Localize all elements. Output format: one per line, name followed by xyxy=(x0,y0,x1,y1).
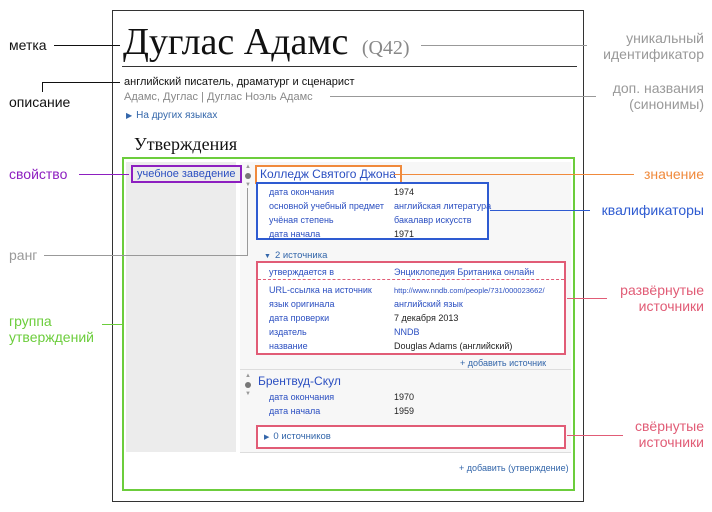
title-rule xyxy=(122,66,577,67)
claim-value-link[interactable]: Брентвуд-Скул xyxy=(258,374,341,388)
add-source-link[interactable]: + добавить источник xyxy=(460,358,547,368)
add-claim-link[interactable]: + добавить (утверждение) xyxy=(459,463,569,473)
annotation-rank-line-h xyxy=(44,255,248,256)
annotation-description: описание xyxy=(9,94,71,110)
qualifier-property[interactable]: дата начала xyxy=(269,229,321,239)
triangle-right-icon: ▶ xyxy=(126,111,133,120)
rank-down-icon: ▼ xyxy=(245,391,251,397)
reference-value[interactable]: английский язык xyxy=(394,299,463,309)
annotation-property: свойство xyxy=(9,166,68,182)
qualifier-property[interactable]: дата окончания xyxy=(269,392,335,402)
reference-value[interactable]: Энциклопедия Британика онлайн xyxy=(394,267,535,277)
annotation-property-line xyxy=(79,174,129,175)
annotation-collapsed-sources-line1: свёрнутые xyxy=(634,418,704,434)
rank-up-icon: ▲ xyxy=(245,373,251,379)
claim-value-link[interactable]: Колледж Святого Джона xyxy=(255,165,402,184)
annotation-description-line-h xyxy=(42,82,120,83)
annotation-label: метка xyxy=(9,37,47,53)
qualifier-value: 1959 xyxy=(394,406,415,416)
qualifier-property[interactable]: дата начала xyxy=(269,406,321,416)
annotation-collapsed-sources-line xyxy=(567,435,623,436)
annotation-identifier-line1: уникальный xyxy=(626,30,704,46)
annotation-identifier-line2: идентификатор xyxy=(603,46,704,62)
item-description: английский писатель, драматург и сценарист xyxy=(124,76,355,88)
reference-value: Douglas Adams (английский) xyxy=(394,341,513,351)
sources-count: 2 источника xyxy=(274,250,328,261)
annotation-description-line-v xyxy=(42,82,43,92)
qualifier-value[interactable]: английская литература xyxy=(394,201,492,211)
statement-group-box xyxy=(122,157,575,491)
annotation-aliases-line2: (синонимы) xyxy=(629,96,704,112)
annotation-statement-group-line xyxy=(102,324,122,325)
other-languages-label: На других языках xyxy=(136,110,218,121)
reference-property[interactable]: издатель xyxy=(269,327,307,337)
annotation-statement-group-line1: группа xyxy=(9,313,52,329)
annotation-collapsed-sources xyxy=(586,418,704,450)
annotation-identifier xyxy=(586,30,704,62)
item-aliases: Адамс, Дуглас | Дуглас Ноэль Адамс xyxy=(124,91,313,103)
annotation-value: значение xyxy=(643,166,704,182)
item-label-text: Дуглас Адамс xyxy=(123,21,349,63)
annotation-statement-group-line2: утверждений xyxy=(9,329,94,345)
other-languages-link[interactable] xyxy=(126,110,217,121)
qualifier-value: 1971 xyxy=(394,229,415,239)
reference-property[interactable]: утверждается в xyxy=(269,267,334,277)
reference-property[interactable]: название xyxy=(269,341,308,351)
qualifier-property[interactable]: дата окончания xyxy=(269,187,335,197)
reference-value[interactable]: NNDB xyxy=(394,327,420,337)
reference-property[interactable]: URL-ссылка на источник xyxy=(269,285,372,295)
reference-value: 7 декабря 2013 xyxy=(394,313,459,323)
triangle-right-icon: ▶ xyxy=(264,434,270,441)
triangle-down-icon: ▼ xyxy=(264,253,271,260)
item-label xyxy=(123,20,410,70)
annotation-identifier-line xyxy=(421,45,587,46)
qualifier-value: 1974 xyxy=(394,187,415,197)
reference-property[interactable]: язык оригинала xyxy=(269,299,335,309)
annotation-qualifiers: квалификаторы xyxy=(601,202,704,218)
annotation-qualifiers-line xyxy=(490,210,590,211)
statements-title: Утверждения xyxy=(134,134,238,154)
annotation-expanded-sources-line xyxy=(567,298,607,299)
annotation-collapsed-sources-line2: источники xyxy=(638,434,704,450)
annotation-rank-line-v xyxy=(247,188,248,255)
annotation-rank: ранг xyxy=(9,247,38,263)
annotation-aliases-line xyxy=(330,96,596,97)
annotation-aliases-line1: доп. названия xyxy=(612,80,704,96)
reference-property[interactable]: дата проверки xyxy=(269,313,330,323)
annotation-expanded-sources-line1: развёрнутые xyxy=(620,282,704,298)
property-link[interactable]: учебное заведение xyxy=(131,165,242,183)
qualifier-property[interactable]: основной учебный предмет xyxy=(269,201,384,211)
annotation-label-line xyxy=(54,45,120,46)
reference-value[interactable]: http://www.nndb.com/people/731/000023662/ xyxy=(394,286,545,295)
rank-up-icon: ▲ xyxy=(245,164,251,170)
item-id: (Q42) xyxy=(361,37,410,59)
qualifier-property[interactable]: учёная степень xyxy=(269,215,334,225)
qualifier-value[interactable]: бакалавр искусств xyxy=(394,215,472,225)
sources-count: 0 источников xyxy=(273,431,331,442)
annotation-value-line xyxy=(394,174,634,175)
qualifier-value: 1970 xyxy=(394,392,415,402)
annotation-aliases xyxy=(586,80,704,112)
rank-down-icon: ▼ xyxy=(245,182,251,188)
annotation-expanded-sources-line2: источники xyxy=(638,298,704,314)
annotation-statement-group xyxy=(9,313,94,345)
